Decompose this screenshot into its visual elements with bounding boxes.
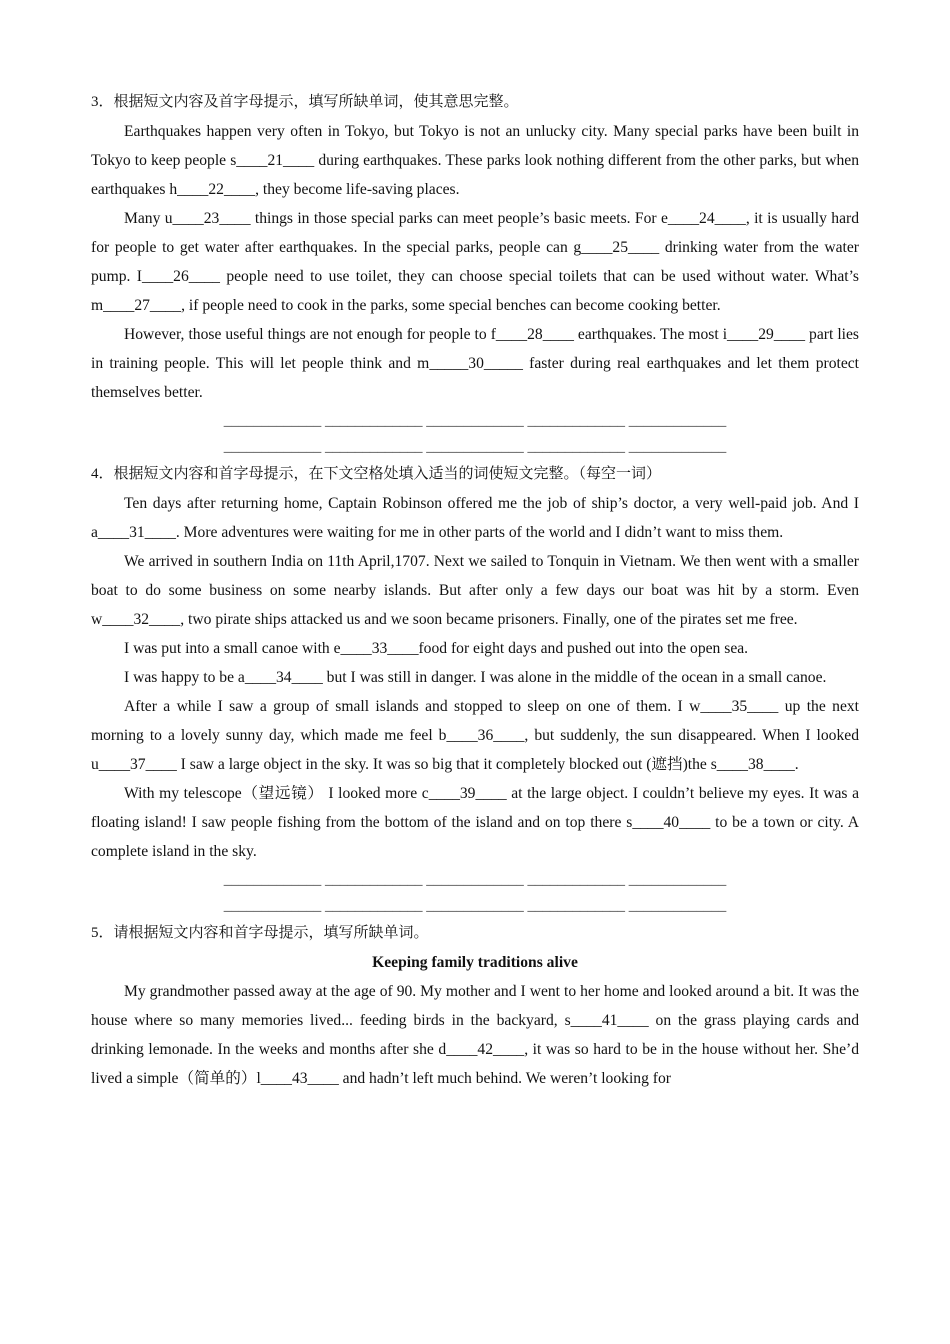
section-3-paragraph: Earthquakes happen very often in Tokyo, but Tokyo is not an unlucky city. Many special parks have been built in Tokyo to keep people s____21____ during earthquakes. These parks look nothing different from the other parks, but when earthquakes h____22____, they become life-saving places.	[91, 123, 859, 198]
section-4-paragraph: After a while I saw a group of small islands and stopped to sleep on one of them. I w____35____ up the next morning to a lovely sunny day, which made me feel b____36____, but suddenly, the sun disappeared. When I looked u____37____ I saw a large object in the sky. It was so big that it completely blocked out (遮挡)the s____38____.	[91, 698, 859, 773]
section-3-heading: 3．根据短文内容及首字母提示，填写所缺单词，使其意思完整。	[91, 94, 519, 110]
section-4-paragraph: I was happy to be a____34____ but I was still in danger. I was alone in the middle of the ocean in a small canoe.	[124, 669, 827, 686]
answer-line[interactable]: _____________ _____________ _____________ _____________ _____________	[223, 439, 727, 455]
section-5-title: Keeping family traditions alive	[372, 954, 578, 971]
section-4-paragraph: We arrived in southern India on 11th April,1707. Next we sailed to Tonquin in Vietnam. We then went with a smaller boat to do some business on some nearby islands. But after only a few days our boat was hit by a storm. Even w____32____, two pirate ships attacked us and we soon became prisoners. Finally, one of the pirates set me free.	[91, 553, 859, 628]
section-3-paragraph: Many u____23____ things in those special parks can meet people’s basic meets. For e____24____, it is usually hard for people to get water after earthquakes. In the special parks, people can g____25____ drinking water from the water pump. I____26____ people need to use toilet, they can choose special toilets that can be used without water. What’s m____27____, if people need to cook in the parks, some special benches can become cooking better.	[91, 210, 859, 314]
section-5-heading: 5．请根据短文内容和首字母提示，填写所缺单词。	[91, 925, 429, 941]
section-4-paragraph: With my telescope（望远镜） I looked more c____39____ at the large object. I couldn’t believe my eyes. It was a floating island! I saw people fishing from the bottom of the island and on top there s____40____ to be a town or city. A complete island in the sky.	[91, 785, 859, 860]
section-5-paragraph: My grandmother passed away at the age of 90. My mother and I went to her home and looked around a bit. It was the house where so many memories lived... feeding birds in the backyard, s____41____ on the grass playing cards and drinking lemonade. In the weeks and months after she d____42____, it was so hard to be in the house without her. She’d lived a simple（简单的）l____43____ and hadn’t left much behind. We weren’t looking for	[91, 983, 859, 1087]
section-5	[91, 919, 859, 1093]
section-4-paragraph: I was put into a small canoe with e____33____food for eight days and pushed out into the open sea.	[124, 640, 749, 657]
section-3	[91, 88, 859, 460]
answer-line[interactable]: _____________ _____________ _____________ _____________ _____________	[223, 413, 727, 429]
section-3-answer-lines	[91, 408, 859, 460]
section-3-paragraph: However, those useful things are not enough for people to f____28____ earthquakes. The most i____29____ part lies in training people. This will let people think and m_____30_____ faster during real earthquakes and let them protect themselves better.	[91, 326, 859, 401]
answer-line[interactable]: _____________ _____________ _____________ _____________ _____________	[223, 898, 727, 914]
section-4-paragraph: Ten days after returning home, Captain Robinson offered me the job of ship’s doctor, a very well-paid job. And I a____31____. More adventures were waiting for me in other parts of the world and I didn’t want to miss them.	[91, 495, 859, 541]
section-4-answer-lines	[91, 867, 859, 919]
worksheet-page	[91, 88, 859, 1093]
section-4	[91, 460, 859, 919]
answer-line[interactable]: _____________ _____________ _____________ _____________ _____________	[223, 872, 727, 888]
section-4-heading: 4．根据短文内容和首字母提示，在下文空格处填入适当的词使短文完整。（每空一词）	[91, 466, 662, 482]
